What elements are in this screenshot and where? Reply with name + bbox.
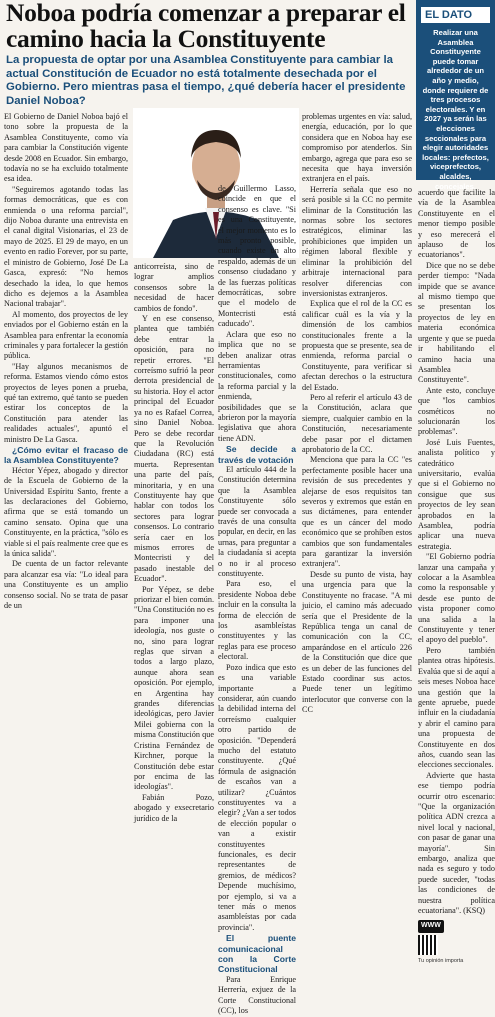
paragraph: Por Yépez, se debe priorizar el bien común. "Una Constitución no es para imponer una ideología, nos guste o no, sino para lograr reglas que sirvan a todos a largo plazo, aunque ahora sean oposición. Por ejemplo, en Argentina hay grandes diferencias ideológicas, pero Javier Milei gobierna con la misma Constitución que Cristina Fernández de Kirchner, porque la Constitución debe estar por encima de las ideologías".: [134, 584, 214, 792]
www-badge[interactable]: WWW: [418, 920, 444, 932]
paragraph: El Gobierno de Daniel Noboa bajó el tono sobre la propuesta de la Asamblea Constituyente, como vía para cambiar la Constitución vigente desde 2008 en Ecuador. Sin embargo, todavía no se ha excluido totalmente esa idea.: [4, 112, 128, 184]
paragraph: José Luis Fuentes, analista político y catedrático universitario, evalúa que si el Gobierno no consigue que sus proyectos de ley sean aprobados en la Asamblea, podría aplicar una nueva estrategia.: [418, 437, 495, 551]
www-note: Tu opinión importa: [418, 957, 464, 964]
paragraph: Pero también plantea otras hipótesis. Evalúa que si de aquí a seis meses Noboa hace una gestión que la gente apruebe, puede influir en la ciudadanía y abrir el camino para una propuesta de Constituyente en dos años, cuando sean las elecciones seccionales.: [418, 645, 495, 770]
el-dato-text: Realizar una Asamblea Constituyente puede tomar alrededor de un año y medio, donde requiere de tres procesos electorales. Y en 2027 ya serán las elecciones seccionales para elegir autoridades locales: prefectos, viceprefectos, alcaldes, concejales.: [422, 28, 489, 191]
paragraph: Héctor Yépez, abogado y director de la Escuela de Gobierno de la Universidad Espíritu Santo, frente a las declaraciones del Gobierno, afirma que se está tomando un camino sensato. Opina que una Constituyente, en la práctica, "sólo es viable si el país realmente cree que es la única salida".: [4, 465, 128, 559]
column-1: [4, 112, 128, 611]
paragraph: Menciona que para la CC "es perfectamente posible hacer una revisión de sus precedentes y alejarse de esos requisitos tan severos y extremos que están en sus dictámenes, para entender que es un cáncer del modo económico que se prohíben estos cambios que son fundamentales para garantizar la inversión extranjera".: [302, 455, 412, 569]
paragraph: anticorreísta, sino de lograr amplios consensos sobre la necesidad de hacer cambios de fondo".: [134, 262, 214, 313]
paragraph: Y en ese consenso, plantea que también debe entrar la oposición, para no repetir errores. "El correísmo sufrió la peor derrota presidencial de su historia. Hoy el actor principal del Ecuador ya no es Rafael Correa, sino Daniel Noboa. Pero se debe recordar que la Revolución Ciudadana (RC) está muerta. Representan una parte del país, minoritaria, y en una Constituyente hay que hablar con todos los sectores para lograr consensos. Lo contrario sería caer en los mismos errores de Montecristi y del pasado inestable del Ecuador".: [134, 314, 214, 584]
subheading: ¿Cómo evitar el fracaso de la Asamblea Constituyente?: [4, 445, 128, 466]
paragraph: Advierte que hasta ese tiempo podría ocurrir otro escenario: "Que la organización política ADN crezca a nivel local y nacional, con pasar de ganar una mayoría". Sin embargo, analiza que nada es seguro y todo puede suceder, "todas las condiciones de nuestra política ecuatoriana". (KSQ): [418, 770, 495, 916]
column-4: [302, 112, 412, 715]
paragraph: Desde su punto de vista, hay una urgencia para que la Constituyente no fracase. "A mi juicio, el camino más adecuado sería que el Presidente de la República tenga un canal de comunicación con la CC, amparándose en el artículo 226 de la Constitución que dice que es un deber de las funciones del Estado coordinar sus actos. Puede tener un legítimo interlocutor que converse con la CC: [302, 569, 412, 715]
qr-code-icon[interactable]: [418, 935, 438, 955]
paragraph: acuerdo que facilite la vía de la Asamblea Constituyente en el menor tiempo posible y eso merecerá el aplauso de los ecuatorianos".: [418, 188, 495, 260]
paragraph: Pero al referir el artículo 43 de la Constitución, aclara que siempre, cualquier cambio en la Constitución, necesariamente debe pasar por el dictamen aprobatorio de la CC.: [302, 392, 412, 454]
paragraph: Ante esto, concluye que "los cambios cosméticos no solucionarán los problemas".: [418, 385, 495, 437]
paragraph: Para eso, el presidente Noboa debe incluir en la consulta la forma de elección de los asambleístas constituyentes y las reglas para ese proceso electoral.: [218, 579, 296, 662]
www-feedback: [418, 916, 495, 966]
paragraph: "El Gobierno podría lanzar una campaña y colocar a la Asamblea como la responsable y desde ese punto de vista proponer como una salida a la Constituyente y tener el apoyo del pueblo".: [418, 552, 495, 645]
paragraph: de Guillermo Lasso, coincide en que el consenso es clave. "Si es una Constituyente, el mejor momento es lo más pronto posible, cuando existe un alto respaldo, además de un consenso ciudadano y de las fuerzas políticas democráticas, sobre que el modelo de Montecristi está caducado".: [218, 184, 296, 329]
column-3: [218, 112, 296, 1016]
paragraph: Fabián Pozo, abogado y exsecretario jurídico de la: [134, 792, 214, 823]
paragraph: "Hay algunos mecanismos de reforma. Estamos viendo cómo estos proyectos de leyes ponen a prueba, qué tan extremo, qué tanto se pueden estirar los conceptos de la Constitución para atender las realidades actuales", apuntó el ministro De La Gasca.: [4, 361, 128, 444]
lede: La propuesta de optar por una Asamblea Constituyente para cambiar la actual Constitución de Ecuador no está totalmente desechada por el Gobierno. Pero mientras pasa el tiempo, ¿qué debería hacer el presidente Daniel Noboa?: [6, 54, 406, 107]
headline: Noboa podría comenzar a preparar el camino hacia la Constituyente: [6, 0, 406, 53]
paragraph: Aclara que eso no implica que no se deben analizar otras herramientas constitucionales, como la reforma parcial y la enmienda, posibilidades que se abrieron por la mayoría legislativa que ahora tiene ADN.: [218, 329, 296, 443]
photo-spacer: [218, 112, 296, 184]
paragraph: Dice que no se debe perder tiempo: "Nada impide que se avance al mismo tiempo que se presentan los proyectos de ley en materia económica urgente y que se pueda ir habilitando el camino hacia una Asamblea Constituyente".: [418, 260, 495, 385]
el-dato-sidebar: [416, 0, 495, 191]
paragraph: De cuenta de un factor relevante para alcanzar esa vía: "Lo ideal para una Constituyente es un amplio consenso social. No se trata de pasar de un: [4, 559, 128, 611]
el-dato-title: EL DATO: [420, 6, 491, 24]
paragraph: El artículo 444 de la Constitución determina que la Asamblea Constituyente sólo puede ser convocada a través de una consulta popular, en decir, en las urnas, para preguntar a la ciudadanía si acepta o no ir al proceso constituyente.: [218, 464, 296, 579]
paragraph: Al momento, dos proyectos de ley enviados por el Gobierno están en la Asamblea para enfrentar la economía criminales y para fortalecer la gestión pública.: [4, 309, 128, 361]
paragraph: Herrería señala que eso no será posible si la CC no permite eliminar de la Constitución las normas sobre los sectores estratégicos, eliminar las prohibiciones que impiden un régimen laboral flexible y eliminar la prohibición del arbitraje internacional para resolver diferencias con inversionistas extranjeros.: [302, 184, 412, 298]
subheading: Se decide a través de votación: [218, 444, 296, 465]
column-2: [134, 112, 214, 823]
paragraph: "Seguiremos agotando todas las formas democráticas, que es con enmienda o una reforma parcial", dijo Noboa durante una entrevista en el canal digital Visionarias, el 23 de mayo de 2025. El 29 de mayo, en un evento en radio Forever, por su parte, el ministro de Gobierno, José De La Gasca, expresó: "No hemos desechado la idea, lo que hemos dicho es dejemos a la Asamblea Nacional trabajar".: [4, 184, 128, 309]
column-5: [418, 188, 495, 964]
subheading: El puente comunicacional con la Corte Constitucional: [218, 933, 296, 975]
paragraph: Pozo indica que esto es una variable importante a considerar, aún cuando la debilidad interna del correísmo cualquier otro partido de oposición. "Dependerá mucho del estatuto constituyente. ¿Qué fórmula de asignación de escaños van a utilizar? ¿Cuántos constituyentes va a elegir? ¿Van a ser todos de elección popular o van a existir constituyentes funcionales, es decir representantes de gremios, de médicos? Depende muchísimo, por ejemplo, si va a tener más o menos asambleístas por cada provincia".: [218, 662, 296, 932]
photo-spacer: [134, 112, 214, 262]
paragraph: Explica que el rol de la CC es calificar cuál es la vía y la dimensión de los cambios constitucionales frente a la propuesta que se presente, sea de enmienda, reforma parcial o Constituyente, para verificar si afectan derechos o la estructura del Estado.: [302, 299, 412, 392]
paragraph: Para Enrique Herrería, exjuez de la Corte Constitucional (CC), los: [218, 974, 296, 1016]
paragraph: problemas urgentes en vía: salud, energía, educación, por lo que considera que en Noboa hay ese compromiso por atenderlos. Sin embargo, agrega que para eso se necesita que haya inversión extranjera en el país.: [302, 112, 412, 184]
